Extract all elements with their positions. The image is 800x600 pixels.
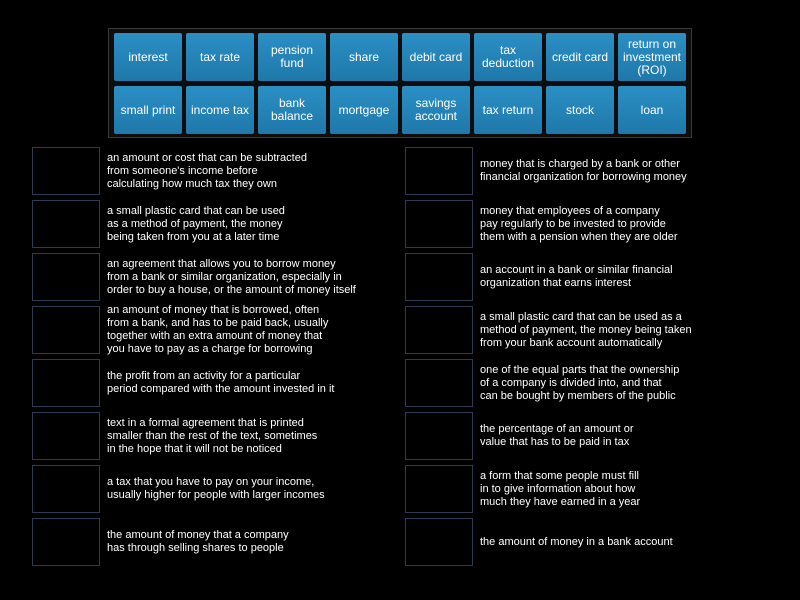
definition-text: an agreement that allows you to borrow money from a bank or similar organization, especially in order to buy a house, or the amount of money itself: [107, 257, 356, 296]
drop-slot[interactable]: [405, 518, 473, 566]
drop-slot[interactable]: [405, 306, 473, 354]
tile-label: tax rate: [199, 49, 241, 64]
drop-slot[interactable]: [405, 412, 473, 460]
drop-slot[interactable]: [405, 465, 473, 513]
tile-tax-rate[interactable]: [186, 33, 254, 81]
tile-tax-return[interactable]: [474, 86, 542, 134]
tile-mortgage[interactable]: [330, 86, 398, 134]
tile-savings-account[interactable]: [402, 86, 470, 134]
tile-label: income tax: [190, 102, 250, 117]
tile-pension-fund[interactable]: [258, 33, 326, 81]
drop-slot[interactable]: [32, 465, 100, 513]
drop-slot[interactable]: [32, 412, 100, 460]
definition-text: an account in a bank or similar financial organization that earns interest: [480, 264, 673, 289]
tile-label: pension fund: [270, 43, 314, 70]
drop-slot[interactable]: [32, 359, 100, 407]
tile-label: mortgage: [338, 102, 390, 117]
definition-text: a small plastic card that can be used as a method of payment, the money being taken from you at a later time: [107, 204, 285, 243]
tile-income-tax[interactable]: [186, 86, 254, 134]
definition-text: an amount of money that is borrowed, often from a bank, and has to be paid back, usually together with an extra amount of money that you have to pay as a charge for borrowing: [107, 304, 329, 355]
tile-interest[interactable]: [114, 33, 182, 81]
tile-label: bank balance: [270, 96, 314, 123]
drop-slot[interactable]: [32, 200, 100, 248]
tile-label: loan: [640, 102, 664, 117]
tile-bank: [108, 28, 692, 138]
tile-small-print[interactable]: [114, 86, 182, 134]
drop-slot[interactable]: [32, 147, 100, 195]
tile-label: share: [348, 49, 380, 64]
tile-label: tax deduction: [481, 43, 535, 70]
definition-text: the amount of money in a bank account: [480, 535, 673, 548]
drop-slot[interactable]: [405, 147, 473, 195]
definition-text: one of the equal parts that the ownership of a company is divided into, and that can be bought by members of the public: [480, 363, 680, 402]
tile-label: small print: [120, 102, 176, 117]
tile-tax-deduction[interactable]: [474, 33, 542, 81]
drop-slot[interactable]: [32, 253, 100, 301]
definition-text: a tax that you have to pay on your income, usually higher for people with larger incomes: [107, 476, 325, 501]
tile-label: tax return: [482, 102, 534, 117]
drop-slot[interactable]: [405, 200, 473, 248]
definition-text: an amount or cost that can be subtracted from someone's income before calculating how much tax they own: [107, 151, 307, 190]
tile-bank-balance[interactable]: [258, 86, 326, 134]
tile-share[interactable]: [330, 33, 398, 81]
definition-text: a small plastic card that can be used as a method of payment, the money being taken from your bank account automatically: [480, 310, 692, 349]
tile-label: interest: [128, 49, 168, 64]
definition-text: the amount of money that a company has through selling shares to people: [107, 529, 289, 554]
tile-return-on-investment[interactable]: [618, 33, 686, 81]
definition-text: the profit from an activity for a particular period compared with the amount invested in it: [107, 370, 335, 395]
drop-slot[interactable]: [405, 359, 473, 407]
tile-label: savings account: [414, 96, 458, 123]
tile-credit-card[interactable]: [546, 33, 614, 81]
drop-slot[interactable]: [405, 253, 473, 301]
definition-text: text in a formal agreement that is printed smaller than the rest of the text, sometimes in the hope that it will not be noticed: [107, 416, 318, 455]
drop-slot[interactable]: [32, 306, 100, 354]
definition-text: a form that some people must fill in to give information about how much they have earned in a year: [480, 469, 641, 508]
tile-label: stock: [565, 102, 594, 117]
tile-debit-card[interactable]: [402, 33, 470, 81]
tile-label: credit card: [551, 49, 609, 64]
tile-label: return on investment (ROI): [622, 36, 682, 77]
tile-stock[interactable]: [546, 86, 614, 134]
definition-text: money that is charged by a bank or other financial organization for borrowing money: [480, 158, 687, 183]
definition-text: the percentage of an amount or value that has to be paid in tax: [480, 423, 634, 448]
drop-slot[interactable]: [32, 518, 100, 566]
tile-label: debit card: [409, 49, 463, 64]
tile-loan[interactable]: [618, 86, 686, 134]
definition-text: money that employees of a company pay regularly to be invested to provide them with a pension when they are older: [480, 204, 678, 243]
